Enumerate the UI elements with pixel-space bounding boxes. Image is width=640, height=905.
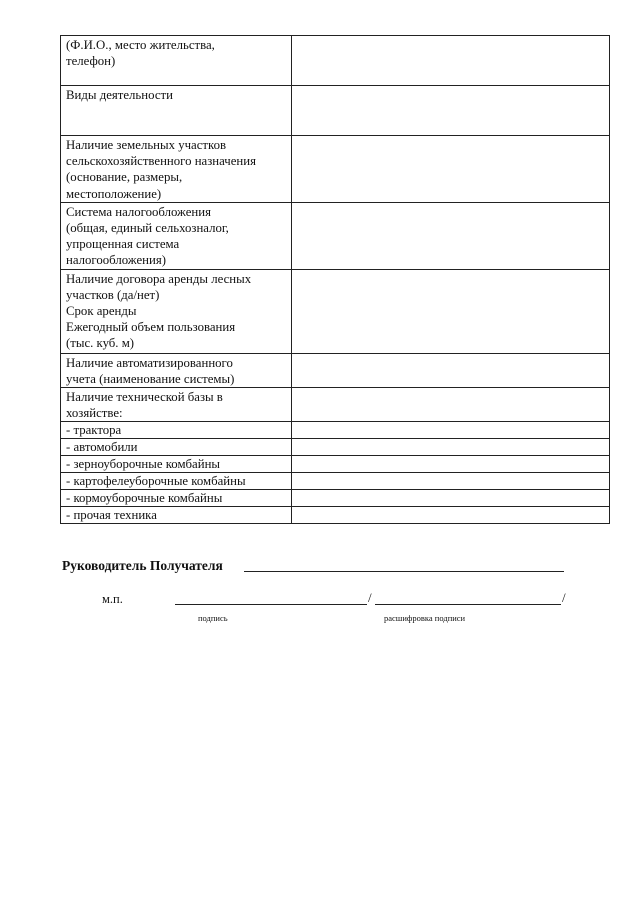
table-row-grain-harvesters — [61, 456, 610, 473]
signature-caption: подпись — [198, 613, 228, 623]
row-label-grain-harvesters: - зерноуборочные комбайны — [61, 456, 292, 473]
row-value-land-plots[interactable] — [292, 136, 610, 203]
row-label-contact: (Ф.И.О., место жительства, телефон) — [61, 36, 292, 86]
table-row-land-plots — [61, 136, 610, 203]
table-row-forage-harvesters — [61, 490, 610, 507]
row-label-other-equipment: - прочая техника — [61, 507, 292, 524]
row-value-tractors[interactable] — [292, 422, 610, 439]
signature-line[interactable] — [175, 604, 367, 605]
row-label-tax-system: Система налогообложения (общая, единый сельхозналог, упрощенная система налогообложения) — [61, 202, 292, 269]
table-row-tax-system — [61, 202, 610, 269]
row-label-land-plots: Наличие земельных участков сельскохозяйственного назначения (основание, размеры, местоположение) — [61, 136, 292, 203]
head-of-recipient-label: Руководитель Получателя — [62, 558, 223, 573]
table-row-accounting — [61, 353, 610, 387]
table-row-technical-base — [61, 388, 610, 422]
row-label-technical-base: Наличие технической базы в хозяйстве: — [61, 388, 292, 422]
row-label-forage-harvesters: - кормоуборочные комбайны — [61, 490, 292, 507]
table-row-forest-lease — [61, 269, 610, 353]
table-row-vehicles — [61, 439, 610, 456]
table-row-contact — [61, 36, 610, 86]
row-value-forage-harvesters[interactable] — [292, 490, 610, 507]
row-value-technical-base[interactable] — [292, 388, 610, 422]
recipient-info-table — [60, 35, 610, 524]
row-label-potato-harvesters: - картофелеуборочные комбайны — [61, 473, 292, 490]
separator-slash: / — [368, 590, 372, 605]
row-value-grain-harvesters[interactable] — [292, 456, 610, 473]
row-value-contact[interactable] — [292, 36, 610, 86]
stamp-place-label: м.п. — [102, 592, 123, 606]
row-label-accounting: Наличие автоматизированного учета (наименование системы) — [61, 353, 292, 387]
separator-slash-end: / — [562, 590, 566, 605]
row-value-vehicles[interactable] — [292, 439, 610, 456]
row-label-activity: Виды деятельности — [61, 86, 292, 136]
table-row-potato-harvesters — [61, 473, 610, 490]
table-row-activity — [61, 86, 610, 136]
signature-decode-line[interactable] — [375, 604, 561, 605]
row-value-potato-harvesters[interactable] — [292, 473, 610, 490]
row-value-activity[interactable] — [292, 86, 610, 136]
table-row-tractors — [61, 422, 610, 439]
row-label-tractors: - трактора — [61, 422, 292, 439]
head-signature-line[interactable] — [244, 571, 564, 572]
signature-decode-caption: расшифровка подписи — [384, 613, 466, 623]
row-label-forest-lease: Наличие договора аренды лесных участков (да/нет) Срок аренды Ежегодный объем пользования (тыс. куб. м) — [61, 269, 292, 353]
row-value-accounting[interactable] — [292, 353, 610, 387]
table-row-other-equipment — [61, 507, 610, 524]
row-value-other-equipment[interactable] — [292, 507, 610, 524]
row-value-tax-system[interactable] — [292, 202, 610, 269]
row-value-forest-lease[interactable] — [292, 269, 610, 353]
row-label-vehicles: - автомобили — [61, 439, 292, 456]
